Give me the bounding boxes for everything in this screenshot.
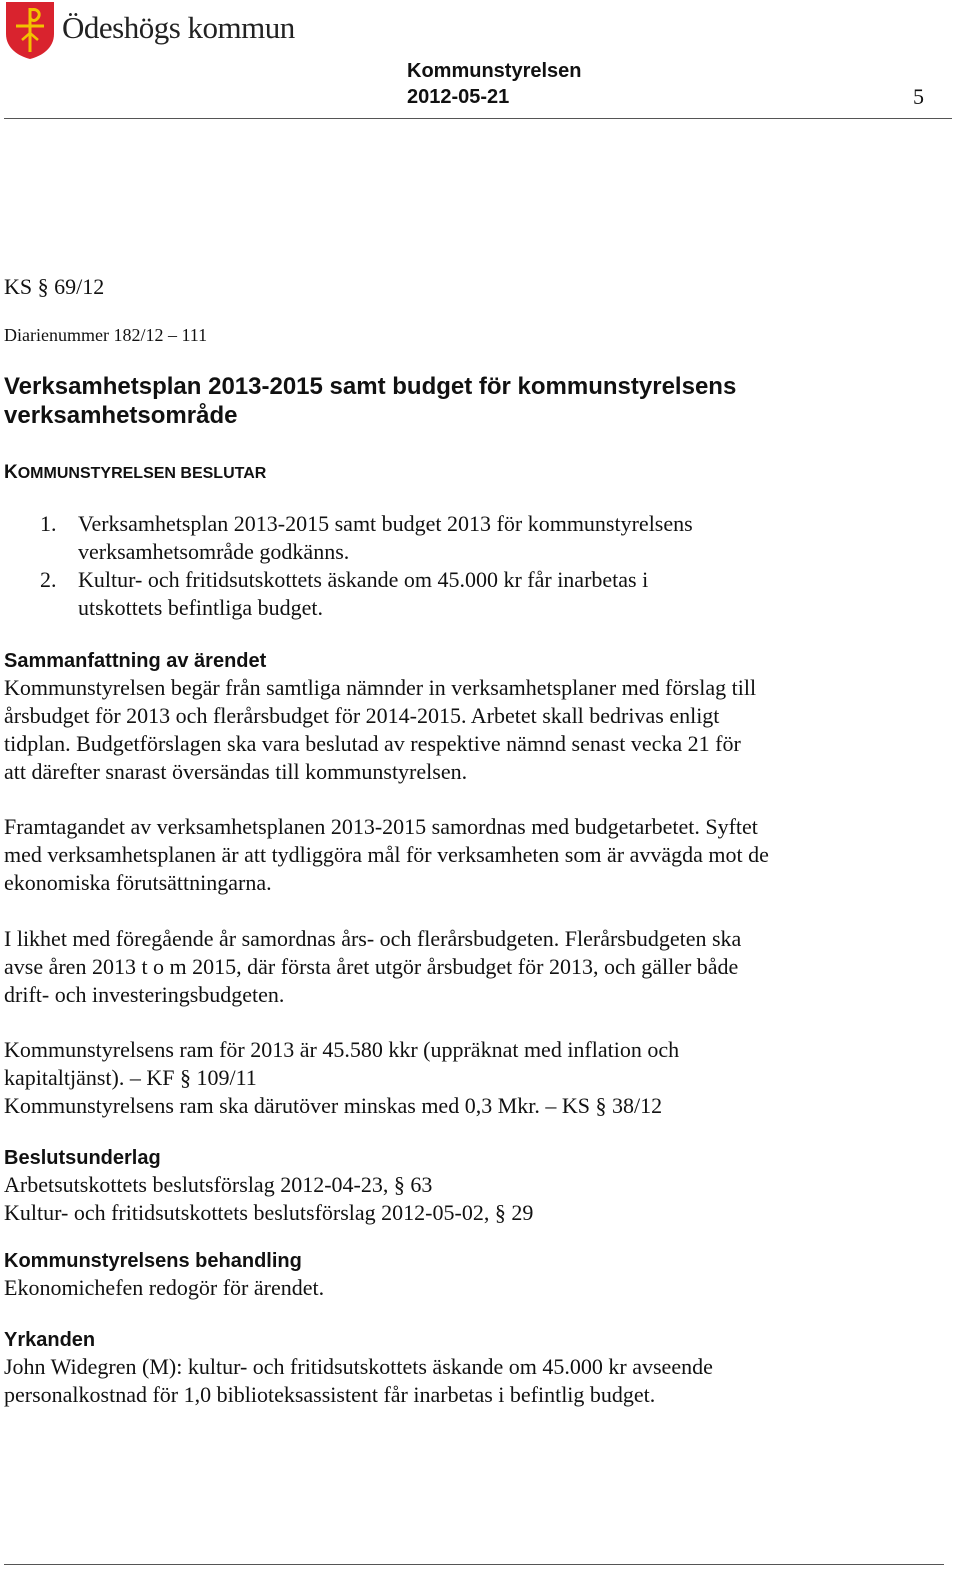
handling-heading: Kommunstyrelsens behandling bbox=[4, 1250, 302, 1272]
decision-item-text: Kultur- och fritidsutskottets äskande om 45.000 kr får inarbetas i utskottets befintliga budget. bbox=[78, 567, 649, 620]
page-number: 5 bbox=[913, 84, 924, 109]
decision-heading-initial: K bbox=[4, 462, 18, 483]
municipality-logo bbox=[4, 0, 56, 60]
basis-heading: Beslutsunderlag bbox=[4, 1147, 161, 1169]
decision-heading-rest: OMMUNSTYRELSEN BESLUTAR bbox=[17, 465, 267, 482]
footer-divider bbox=[4, 1564, 944, 1565]
header-divider bbox=[4, 118, 952, 119]
summary-paragraph: Framtagandet av verksamhetsplanen 2013-2015 samordnas med budgetarbetet. Syftet med verksamhetsplanen är att tydliggöra mål för verksamheten som är avvägda mot de ekonomiska förutsättningarna. bbox=[4, 814, 769, 895]
header-date: 2012-05-21 bbox=[407, 86, 510, 108]
basis-line: Arbetsutskottets beslutsförslag 2012-04-23, § 63 bbox=[4, 1172, 433, 1197]
handling-text: Ekonomichefen redogör för ärendet. bbox=[4, 1275, 325, 1300]
header-body-name: Kommunstyrelsen bbox=[407, 60, 582, 82]
motions-text: John Widegren (M): kultur- och fritidsutskottets äskande om 45.000 kr avseende personalkostnad för 1,0 biblioteksassistent får inarbetas i befintlig budget. bbox=[4, 1354, 713, 1407]
decision-heading bbox=[4, 462, 266, 484]
summary-heading: Sammanfattning av ärendet bbox=[4, 650, 267, 672]
diary-number: Diarienummer 182/12 – 111 bbox=[4, 325, 208, 345]
decision-item-number: 2. bbox=[40, 567, 57, 592]
summary-paragraph: I likhet med föregående år samordnas års- och flerårsbudgeten. Flerårsbudgeten ska avse åren 2013 t o m 2015, där första året utgör årsbudget för 2013, och gäller både drift- och investeringsbudgeten. bbox=[4, 926, 742, 1007]
summary-paragraph: Kommunstyrelsens ram för 2013 är 45.580 kkr (uppräknat med inflation och kapitaltjänst). – KF § 109/11 bbox=[4, 1037, 680, 1090]
summary-paragraph: Kommunstyrelsen begär från samtliga nämnder in verksamhetsplaner med förslag till årsbudget för 2013 och flerårsbudget för 2014-2015. Arbetet skall bedrivas enligt tidplan. Budgetförslagen ska vara beslutad av respektive nämnd senast vecka 21 för att därefter snarast översändas till kommunstyrelsen. bbox=[4, 675, 757, 784]
summary-paragraph: Kommunstyrelsens ram ska därutöver minskas med 0,3 Mkr. – KS § 38/12 bbox=[4, 1093, 663, 1118]
case-number: KS § 69/12 bbox=[4, 274, 105, 299]
org-name: Ödeshögs kommun bbox=[62, 10, 295, 45]
basis-line: Kultur- och fritidsutskottets beslutsförslag 2012-05-02, § 29 bbox=[4, 1200, 534, 1225]
decision-item-text: Verksamhetsplan 2013-2015 samt budget 2013 för kommunstyrelsens verksamhetsområde godkänns. bbox=[78, 511, 693, 564]
case-title: Verksamhetsplan 2013-2015 samt budget för kommunstyrelsens verksamhetsområde bbox=[4, 373, 737, 429]
motions-heading: Yrkanden bbox=[4, 1329, 96, 1351]
decision-item-number: 1. bbox=[40, 511, 57, 536]
